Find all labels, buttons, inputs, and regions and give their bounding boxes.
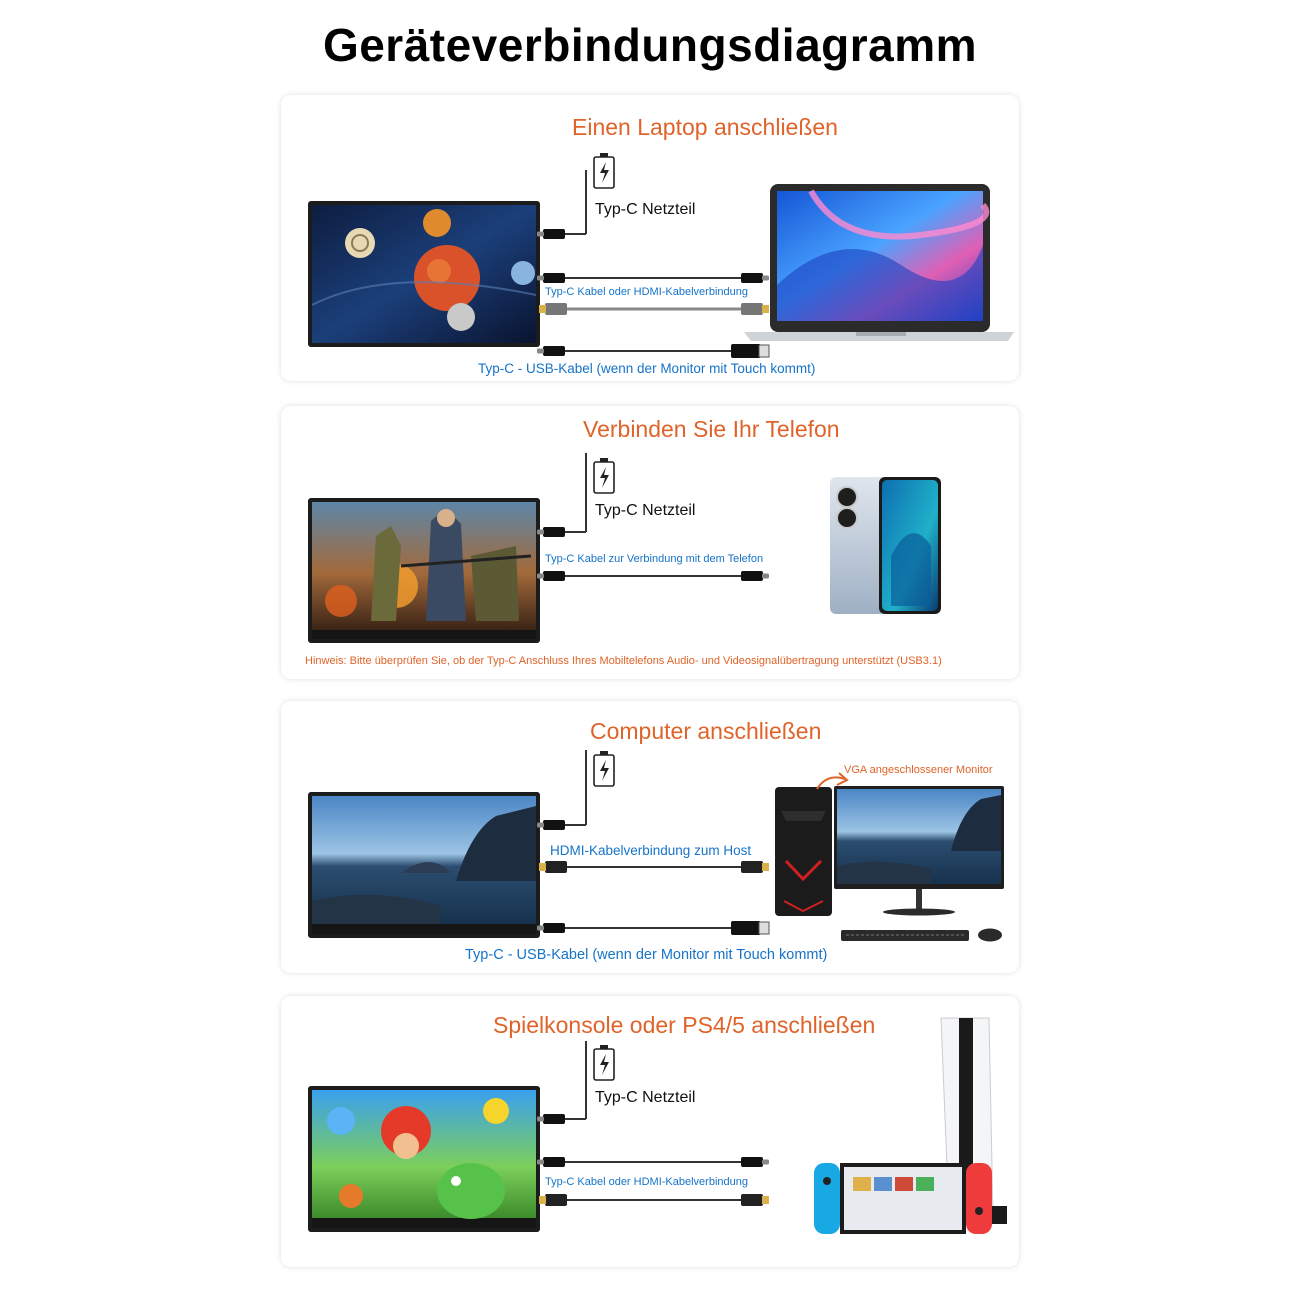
battery-charging-icon <box>594 153 614 188</box>
power-cable <box>563 170 586 234</box>
battery-charging-icon <box>594 1045 614 1080</box>
phone-connection-diagram <box>281 406 1019 679</box>
usb-c-plug-icon <box>741 1157 769 1167</box>
laptop <box>744 184 1014 341</box>
desktop-tower <box>775 787 832 916</box>
hdmi-plug-icon <box>741 861 769 873</box>
hdmi-plug-icon <box>539 1194 567 1206</box>
keyboard-mouse <box>841 929 1002 942</box>
portable-monitor <box>308 1086 540 1232</box>
section-phone <box>281 406 1019 679</box>
usb-cable-label: Typ-C - USB-Kabel (wenn der Monitor mit Touch kommt) <box>465 947 828 963</box>
section-heading: Einen Laptop anschließen <box>572 114 838 140</box>
section-heading: Computer anschließen <box>590 718 822 744</box>
usb-c-plug-icon <box>537 1157 565 1167</box>
usb-c-plug-icon <box>537 820 565 830</box>
nintendo-switch <box>814 1163 992 1234</box>
portable-monitor <box>308 498 540 643</box>
usb-a-plug-icon <box>731 344 769 358</box>
vga-monitor-label: VGA angeschlossener Monitor <box>844 764 993 776</box>
battery-charging-icon <box>594 458 614 493</box>
hdmi-plug-icon <box>539 861 567 873</box>
external-monitor <box>834 786 1004 916</box>
section-laptop <box>281 95 1019 381</box>
video-cable-label: Typ-C Kabel oder HDMI-Kabelverbindung <box>545 1176 748 1188</box>
usb-a-plug-icon <box>731 921 769 935</box>
section-heading: Verbinden Sie Ihr Telefon <box>583 416 840 442</box>
usb-c-plug-icon <box>537 273 565 283</box>
phone-cable-label: Typ-C Kabel zur Verbindung mit dem Telefon <box>545 553 764 565</box>
usb-c-plug-icon <box>537 923 565 933</box>
usb-c-plug-icon <box>741 273 769 283</box>
usb-c-plug-icon <box>537 1114 565 1124</box>
smartphone <box>830 477 941 614</box>
battery-charging-icon <box>594 751 614 786</box>
page-title: Geräteverbindungsdiagramm <box>322 19 978 71</box>
power-cable <box>563 1041 586 1119</box>
power-cable <box>563 750 586 825</box>
usb-c-plug-icon <box>741 571 769 581</box>
hdmi-cable-label: HDMI-Kabelverbindung zum Host <box>550 843 752 858</box>
usb-c-plug-icon <box>537 346 565 356</box>
usb-c-plug-icon <box>537 571 565 581</box>
portable-monitor <box>308 792 540 938</box>
section-computer <box>281 701 1019 973</box>
usb-c-plug-icon <box>537 229 565 239</box>
section-console <box>281 996 1019 1267</box>
compatibility-note: Hinweis: Bitte überprüfen Sie, ob der Typ-C Anschluss Ihres Mobiltelefons Audio- und Videosignalübertragung unterstützt (USB3.1) <box>305 655 942 667</box>
power-label: Typ-C Netzteil <box>595 502 696 519</box>
power-label: Typ-C Netzteil <box>595 1089 696 1106</box>
section-heading: Spielkonsole oder PS4/5 anschließen <box>493 1012 876 1038</box>
hdmi-plug-icon <box>539 303 567 315</box>
usb-cable-label: Typ-C - USB-Kabel (wenn der Monitor mit Touch kommt) <box>478 361 816 376</box>
portable-monitor <box>308 201 540 347</box>
usb-c-plug-icon <box>537 527 565 537</box>
power-label: Typ-C Netzteil <box>595 201 696 218</box>
video-cable-label: Typ-C Kabel oder HDMI-Kabelverbindung <box>545 286 748 298</box>
hdmi-plug-icon <box>741 1194 769 1206</box>
power-cable <box>563 453 586 532</box>
hdmi-plug-icon <box>741 303 769 315</box>
